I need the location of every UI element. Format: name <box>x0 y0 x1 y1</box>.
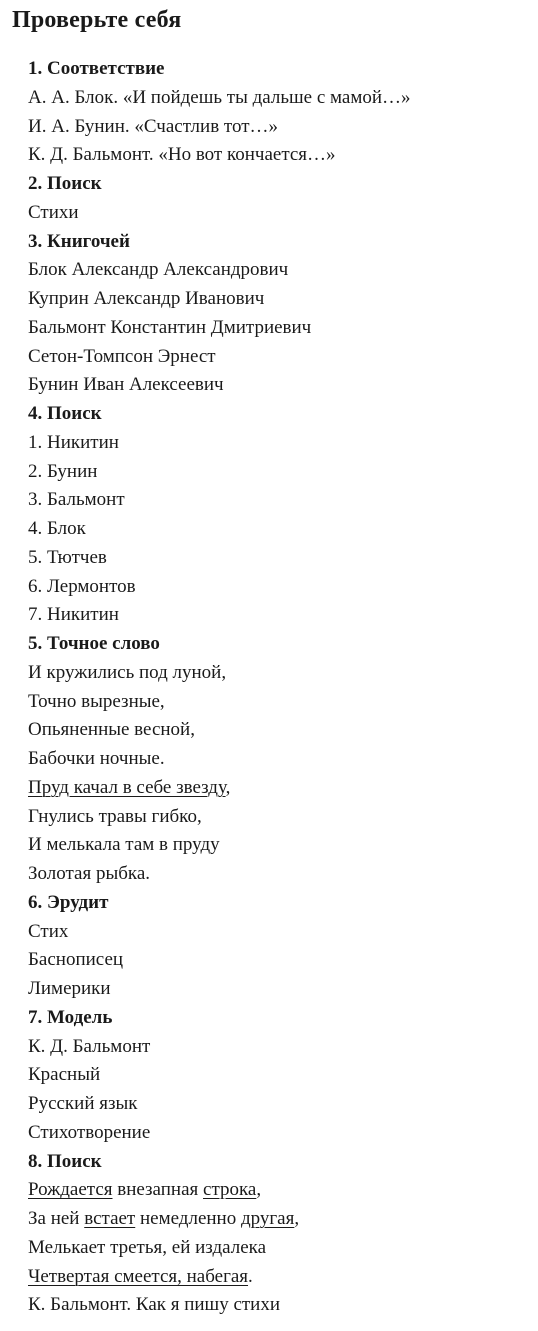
answer-line <box>28 946 538 975</box>
line-text: Баснописец <box>28 949 124 971</box>
answer-line <box>28 601 538 630</box>
answer-line <box>28 113 538 142</box>
line-text: Сетон-Томпсон Эрнест <box>28 345 216 367</box>
answer-line <box>28 573 538 602</box>
section-heading: 2. Поиск <box>28 173 102 194</box>
answer-line <box>28 544 538 573</box>
answer-line <box>28 486 538 515</box>
answer-line <box>28 716 538 745</box>
answer-line <box>28 745 538 774</box>
line-text: Золотая рыбка. <box>28 863 151 884</box>
line-text: Лимерики <box>28 978 111 999</box>
line-text: Бабочки ночные. <box>28 748 165 769</box>
answer-line <box>28 515 538 544</box>
line-text: Бунин Иван Алексеевич <box>28 374 224 396</box>
underlined-text: встает <box>84 1208 136 1229</box>
underlined-text: Рождается <box>28 1179 113 1201</box>
answer-line <box>28 1176 538 1205</box>
line-text: 2. Бунин <box>28 460 98 482</box>
line-text: 3. Бальмонт <box>28 489 125 511</box>
line-text: Стихотворение <box>28 1121 151 1143</box>
answer-line <box>28 975 538 1004</box>
line-text: И мелькала там в пруду <box>28 834 220 856</box>
line-text: 1. Никитин <box>28 431 119 453</box>
answer-line <box>28 803 538 832</box>
line-text: 7. Никитин <box>28 604 119 626</box>
answer-line <box>28 1033 538 1062</box>
answer-line <box>28 1263 538 1292</box>
answer-line <box>28 1234 538 1263</box>
answer-line <box>28 1205 538 1234</box>
line-text: Куприн Александр Иванович <box>28 288 265 309</box>
answer-line <box>28 860 538 889</box>
line-text: За ней <box>28 1208 85 1229</box>
line-text: , <box>294 1208 300 1229</box>
answer-line <box>28 1119 538 1148</box>
line-text: немедленно <box>135 1208 241 1229</box>
answer-line <box>28 371 538 400</box>
line-text: К. Д. Бальмонт <box>28 1035 151 1057</box>
line-text: 4. Блок <box>28 518 86 539</box>
line-text: Опьяненные весной, <box>28 719 195 741</box>
underlined-text: Пруд качал в себе звезду <box>28 776 226 798</box>
answer-line <box>28 688 538 717</box>
underlined-text: другая <box>240 1208 295 1229</box>
line-text: Стих <box>28 920 69 942</box>
section-heading: 5. Точное слово <box>28 633 160 654</box>
line-text: 6. Лермонтов <box>28 575 136 597</box>
line-text: внезапная <box>112 1179 204 1201</box>
line-text: Гнулись травы гибко, <box>28 805 202 827</box>
answer-line <box>28 659 538 688</box>
line-text: Бальмонт Константин Дмитриевич <box>28 316 312 338</box>
line-text: , <box>225 776 231 798</box>
answer-line <box>28 314 538 343</box>
answer-line <box>28 343 538 372</box>
line-text: К. Бальмонт. Как я пишу стихи <box>28 1294 281 1316</box>
line-text: И кружились под луной, <box>28 661 227 683</box>
line-text: Стихи <box>28 201 79 223</box>
answer-line <box>28 774 538 803</box>
section-heading: 6. Эрудит <box>28 891 109 913</box>
answer-line <box>28 1090 538 1119</box>
answer-line <box>28 429 538 458</box>
page-title: Проверьте себя <box>12 7 182 33</box>
section-heading: 7. Модель <box>28 1006 113 1028</box>
answer-line <box>28 199 538 228</box>
answer-line <box>28 141 538 170</box>
answer-line <box>28 831 538 860</box>
answer-line <box>28 918 538 947</box>
answer-line <box>28 285 538 314</box>
line-text: Мелькает третья, ей издалека <box>28 1236 267 1258</box>
line-text: Блок Александр Александрович <box>28 259 289 281</box>
answer-line <box>28 256 538 285</box>
line-text: . <box>248 1265 253 1287</box>
underlined-text: строка <box>203 1179 257 1201</box>
line-text: А. А. Блок. «И пойдешь ты дальше с мамой…» <box>28 86 411 108</box>
section-heading: 8. Поиск <box>28 1150 102 1172</box>
line-text: , <box>256 1179 262 1201</box>
answer-line <box>28 1061 538 1090</box>
section-heading: 4. Поиск <box>28 403 102 424</box>
section-heading: 1. Соответствие <box>28 58 165 79</box>
line-text: К. Д. Бальмонт. «Но вот кончается…» <box>28 144 336 166</box>
section-heading: 3. Книгочей <box>28 230 130 252</box>
underlined-text: Четвертая смеется, набегая <box>28 1265 249 1287</box>
answers-list <box>28 55 538 1320</box>
answer-line <box>28 84 538 113</box>
answer-line <box>28 1291 538 1320</box>
line-text: И. А. Бунин. «Счастлив тот…» <box>28 115 279 137</box>
answer-line <box>28 458 538 487</box>
line-text: Красный <box>28 1064 101 1086</box>
line-text: 5. Тютчев <box>28 546 107 568</box>
line-text: Точно вырезные, <box>28 690 165 712</box>
line-text: Русский язык <box>28 1093 138 1114</box>
